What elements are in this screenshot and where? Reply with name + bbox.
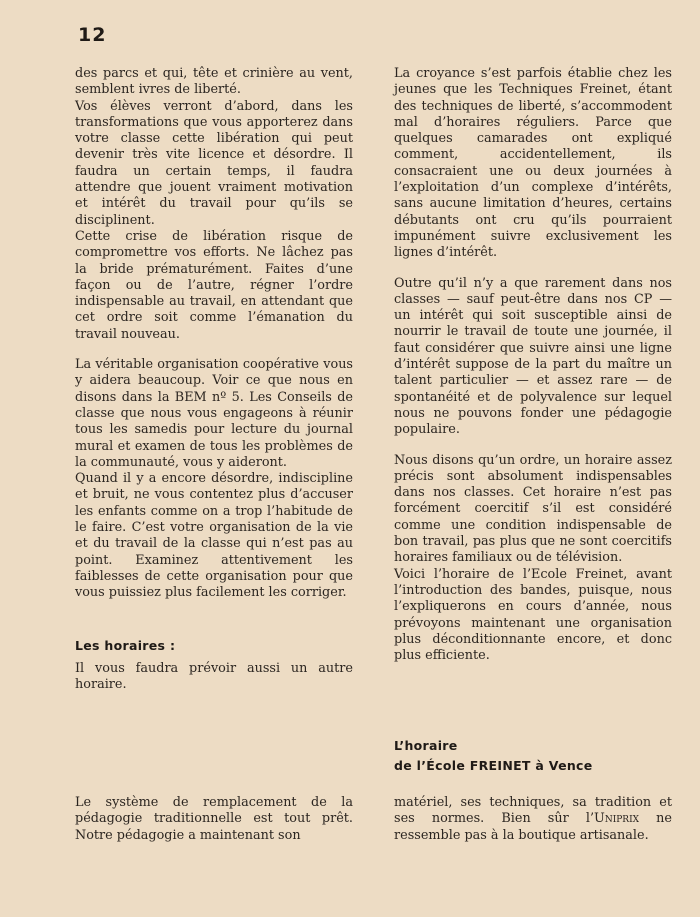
heading-line: de l’École FREINET à Vence bbox=[394, 758, 593, 773]
text-run: ne ressemble pas à la boutique artisanale. bbox=[394, 811, 672, 843]
bottom-right-paragraph bbox=[394, 795, 672, 844]
left-column bbox=[75, 66, 353, 616]
right-column bbox=[394, 66, 672, 678]
text-run: matériel, ses techniques, sa tradition et ses normes. Bien sûr l’ bbox=[394, 795, 672, 827]
paragraph: Voici l’horaire de l’Ecole Freinet, avant l’introduction des bandes, puisque, nous l’expliquerons en cours d’année, nous prévoyons maintenant une organisation plus déconditionnante encore, et donc plus efficiente. bbox=[394, 566, 672, 664]
bottom-left-paragraph: Le système de remplacement de la pédagogie traditionnelle est tout prêt. Notre pédagogie a maintenant son bbox=[75, 795, 353, 843]
page-number: 12 bbox=[78, 24, 107, 46]
paragraph: Cette crise de libération risque de compromettre vos efforts. Ne lâchez pas la bride prématurément. Faites d’une façon ou de l’autre, régner l’ordre indispensable au travail, en attendant que cet ordre soit comme l’émanation du travail nouveau. bbox=[75, 228, 353, 342]
paragraph: La croyance s’est parfois établie chez les jeunes que les Techniques Freinet, étant des techniques de liberté, s’accommodent mal d’horaires réguliers. Parce que quelques camarades ont expliqué comment, accidentellement, ils consacraient une ou deux journées à l’exploitation d’un complexe d’intérêts, sans aucune limitation d’heures, certains débutants ont cru qu’ils pourraient impunément suivre exclusivement les lignes d’intérêt. bbox=[394, 66, 672, 261]
paragraph: Outre qu’il n’y a que rarement dans nos classes — sauf peut-être dans nos CP — un intérêt qui soit susceptible ainsi de nourrir le travail de toute une journée, il faut considérer que suivre ainsi une ligne d’intérêt suppose de la part du maître un talent particulier — et assez rare — de spontanéité et de polyvalence sur lequel nous ne pouvons fonder une pédagogie populaire. bbox=[394, 275, 672, 438]
paragraph: Il vous faudra prévoir aussi un autre horaire. bbox=[75, 661, 353, 693]
paragraph: Vos élèves verront d’abord, dans les transformations que vous apporterez dans votre classe cette libération qui peut devenir très vite licence et désordre. Il faudra un certain temps, il faudra attendre que jouent vraiment motivation et intérêt du travail pour qu’ils se disciplinent. bbox=[75, 98, 353, 228]
paragraph: Nous disons qu’un ordre, un horaire assez précis sont absolument indispensables dans nos classes. Cet horaire n’est pas forcément coercitif s’il est considéré comme une condition indispensable de bon travail, pas plus que ne sont coercitifs horaires familiaux ou de télévision. bbox=[394, 452, 672, 566]
section-heading-horaires: Les horaires : bbox=[75, 638, 176, 653]
heading-line: L’horaire bbox=[394, 738, 458, 753]
section-heading-horaire-freinet bbox=[394, 736, 593, 776]
paragraph: des parcs et qui, tête et crinière au vent, semblent ivres de liberté. bbox=[75, 66, 353, 98]
paragraph: Quand il y a encore désordre, indiscipline et bruit, ne vous contentez plus d’accuser les enfants comme on a trop l’habitude de le faire. C’est votre organisation de la vie et du travail de la classe qui n’est pas au point. Examinez attentivement les faiblesses de cette organisation pour que vous puissiez plus facilement les corriger. bbox=[75, 471, 353, 601]
paragraph: La véritable organisation coopérative vous y aidera beaucoup. Voir ce que nous en disons dans la BEM nº 5. Les Conseils de classe que nous vous engageons à réunir tous les samedis pour lecture du journal mural et examen de tous les problèmes de la communauté, vous y aideront. bbox=[75, 357, 353, 470]
brand-name: Uniprix bbox=[594, 811, 640, 827]
